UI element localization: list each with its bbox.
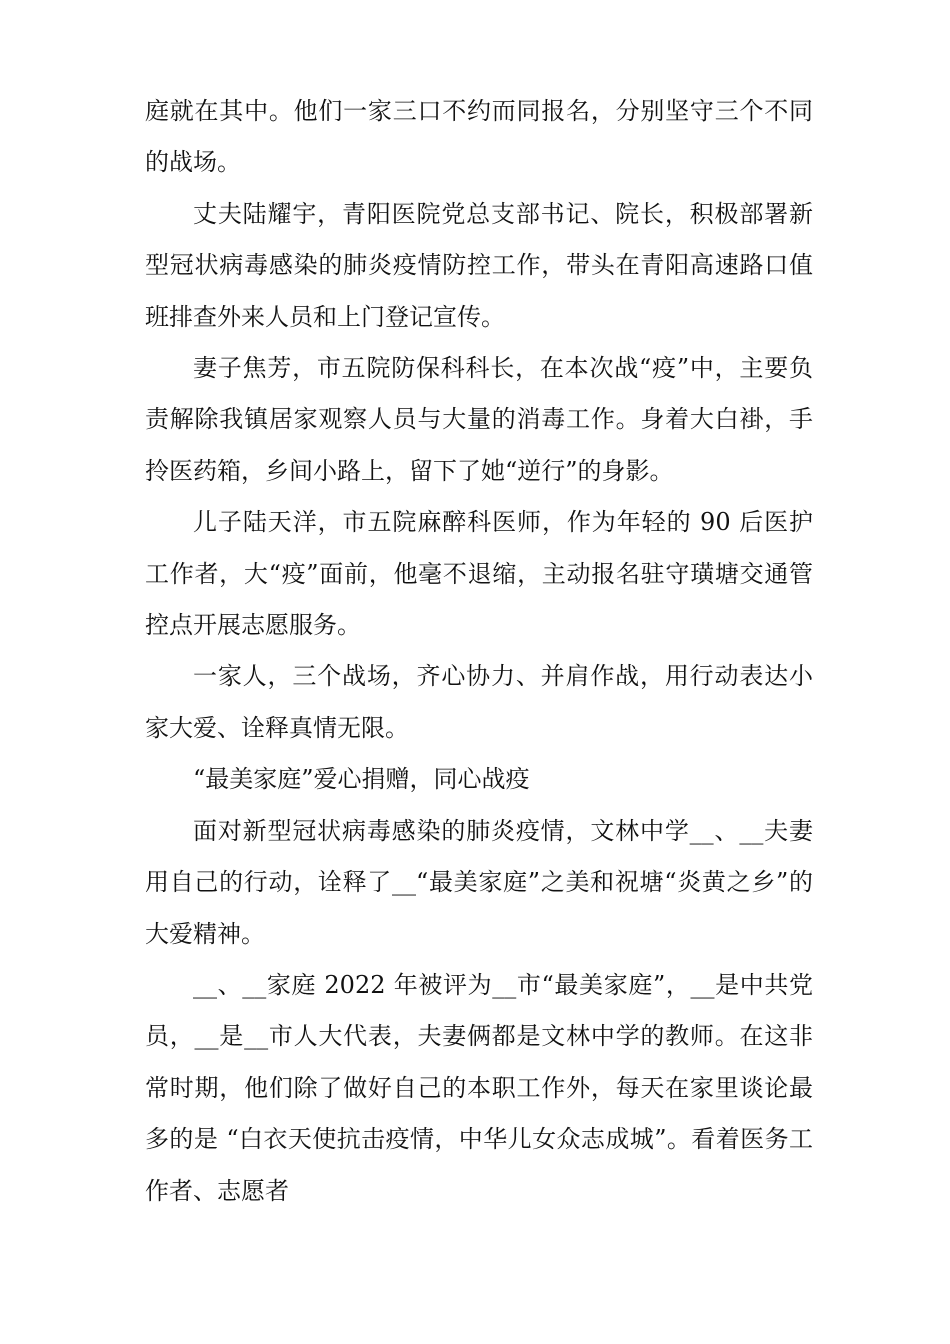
document-body	[145, 86, 813, 1217]
paragraph-couple-intro: 面对新型冠状病毒感染的肺炎疫情，文林中学__、__夫妻用自己的行动，诠释了__“最美家庭”之美和祝塘“炎黄之乡”的大爱精神。	[145, 816, 813, 948]
paragraph-son: 儿子陆天洋，市五院麻醉科医师，作为年轻的 90 后医护工作者，大“疫”面前，他毫不退缩，主动报名驻守璜塘交通管控点开展志愿服务。	[145, 508, 813, 640]
paragraph-wife: 妻子焦芳，市五院防保科科长，在本次战“疫”中，主要负责解除我镇居家观察人员与大量的消毒工作。身着大白褂，手拎医药箱，乡间小路上，留下了她“逆行”的身影。	[145, 354, 813, 485]
paragraph-husband: 丈夫陆耀宇，青阳医院党总支部书记、院长，积极部署新型冠状病毒感染的肺炎疫情防控工作，带头在青阳高速路口值班排查外来人员和上门登记宣传。	[145, 199, 813, 331]
section-heading-donation: “最美家庭”爱心捐赠，同心战疫	[193, 765, 530, 794]
paragraph-family-summary: 一家人，三个战场，齐心协力、并肩作战，用行动表达小家大爱、诠释真情无限。	[145, 662, 813, 742]
paragraph-continuation: 庭就在其中。他们一家三口不约而同报名，分别坚守三个不同的战场。	[145, 97, 813, 177]
paragraph-couple-detail: __、__家庭 2022 年被评为__市“最美家庭”，__是中共党员，__是__市人大代表，夫妻俩都是文林中学的教师。在这非常时期，他们除了做好自己的本职工作外，每天在家里谈论最多的是 “白衣天使抗击疫情，中华儿女众志成城”。看着医务工作者、志愿者	[145, 970, 813, 1205]
